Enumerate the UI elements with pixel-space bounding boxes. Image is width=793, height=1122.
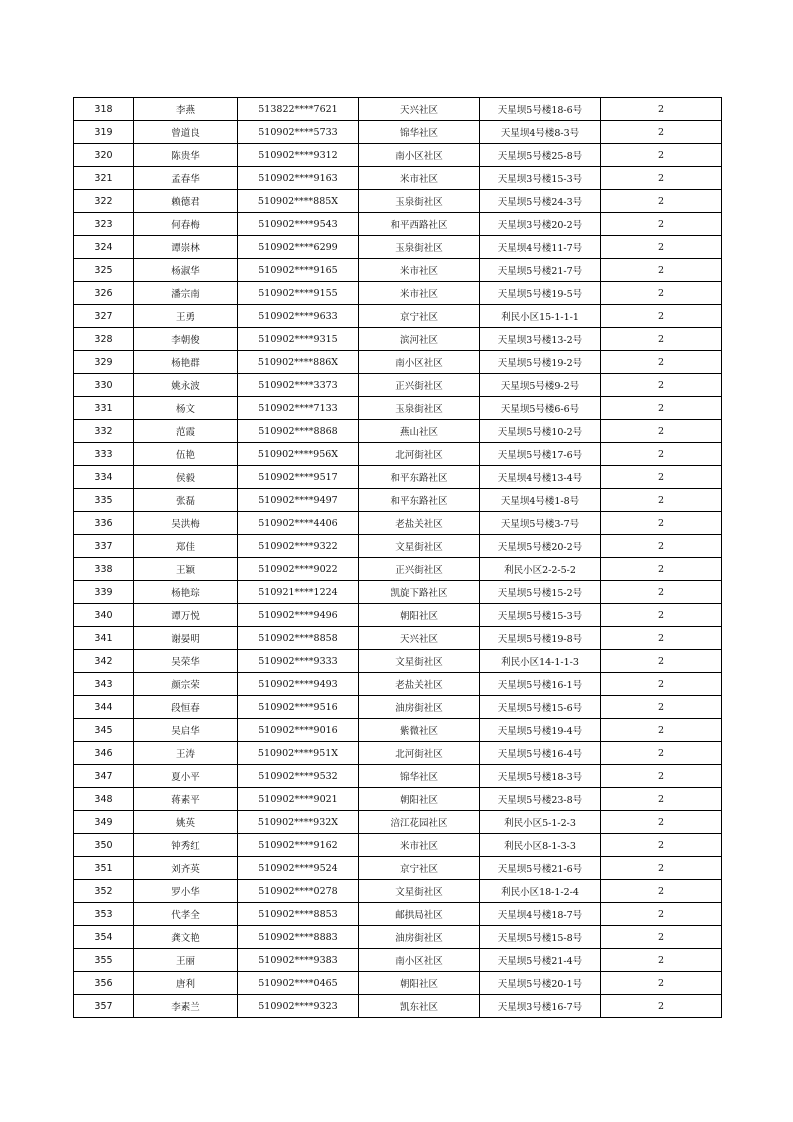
address-cell: 天星坝3号楼16-7号 (480, 995, 601, 1018)
id-number-cell: 510902****932X (238, 811, 359, 834)
id-number-cell: 510902****886X (238, 351, 359, 374)
count-cell: 2 (601, 489, 722, 512)
name-cell: 曾道良 (134, 121, 238, 144)
count-cell: 2 (601, 351, 722, 374)
row-number: 318 (74, 98, 134, 121)
id-number-cell: 510902****8883 (238, 926, 359, 949)
table-row (74, 857, 722, 880)
row-number: 336 (74, 512, 134, 535)
community-cell: 玉泉街社区 (359, 236, 480, 259)
community-cell: 凯东社区 (359, 995, 480, 1018)
count-cell: 2 (601, 880, 722, 903)
name-cell: 刘齐英 (134, 857, 238, 880)
row-number: 349 (74, 811, 134, 834)
id-number-cell: 510902****9155 (238, 282, 359, 305)
table-row (74, 512, 722, 535)
community-cell: 文星街社区 (359, 880, 480, 903)
address-cell: 天星坝5号楼21-7号 (480, 259, 601, 282)
count-cell: 2 (601, 742, 722, 765)
community-cell: 和平东路社区 (359, 466, 480, 489)
address-cell: 天星坝4号楼8-3号 (480, 121, 601, 144)
table-row (74, 604, 722, 627)
records-table (73, 97, 722, 1018)
community-cell: 邮拱局社区 (359, 903, 480, 926)
row-number: 325 (74, 259, 134, 282)
count-cell: 2 (601, 650, 722, 673)
name-cell: 吴启华 (134, 719, 238, 742)
address-cell: 天星坝5号楼23-8号 (480, 788, 601, 811)
community-cell: 油房街社区 (359, 926, 480, 949)
count-cell: 2 (601, 604, 722, 627)
address-cell: 天星坝5号楼6-6号 (480, 397, 601, 420)
id-number-cell: 510902****9524 (238, 857, 359, 880)
count-cell: 2 (601, 581, 722, 604)
id-number-cell: 510902****8853 (238, 903, 359, 926)
community-cell: 米市社区 (359, 259, 480, 282)
table-row (74, 374, 722, 397)
community-cell: 北河街社区 (359, 742, 480, 765)
id-number-cell: 510902****7133 (238, 397, 359, 420)
row-number: 350 (74, 834, 134, 857)
table-row (74, 213, 722, 236)
address-cell: 天星坝5号楼24-3号 (480, 190, 601, 213)
row-number: 319 (74, 121, 134, 144)
table-row (74, 673, 722, 696)
table-row (74, 972, 722, 995)
id-number-cell: 510902****9516 (238, 696, 359, 719)
address-cell: 天星坝5号楼3-7号 (480, 512, 601, 535)
row-number: 348 (74, 788, 134, 811)
id-number-cell: 510902****9532 (238, 765, 359, 788)
row-number: 354 (74, 926, 134, 949)
community-cell: 和平东路社区 (359, 489, 480, 512)
community-cell: 正兴街社区 (359, 558, 480, 581)
id-number-cell: 510902****9016 (238, 719, 359, 742)
community-cell: 老盐关社区 (359, 512, 480, 535)
name-cell: 王涛 (134, 742, 238, 765)
row-number: 337 (74, 535, 134, 558)
address-cell: 利民小区15-1-1-1 (480, 305, 601, 328)
address-cell: 天星坝5号楼16-4号 (480, 742, 601, 765)
id-number-cell: 510902****9165 (238, 259, 359, 282)
id-number-cell: 510902****9383 (238, 949, 359, 972)
address-cell: 天星坝3号楼20-2号 (480, 213, 601, 236)
count-cell: 2 (601, 834, 722, 857)
community-cell: 朝阳社区 (359, 604, 480, 627)
table-row (74, 811, 722, 834)
table-row (74, 535, 722, 558)
name-cell: 赖德君 (134, 190, 238, 213)
id-number-cell: 510902****9333 (238, 650, 359, 673)
row-number: 320 (74, 144, 134, 167)
row-number: 344 (74, 696, 134, 719)
address-cell: 利民小区5-1-2-3 (480, 811, 601, 834)
community-cell: 玉泉街社区 (359, 397, 480, 420)
address-cell: 天星坝3号楼13-2号 (480, 328, 601, 351)
name-cell: 代孝全 (134, 903, 238, 926)
community-cell: 正兴街社区 (359, 374, 480, 397)
name-cell: 蒋素平 (134, 788, 238, 811)
address-cell: 天星坝5号楼21-6号 (480, 857, 601, 880)
count-cell: 2 (601, 811, 722, 834)
address-cell: 天星坝5号楼16-1号 (480, 673, 601, 696)
row-number: 342 (74, 650, 134, 673)
row-number: 346 (74, 742, 134, 765)
row-number: 355 (74, 949, 134, 972)
address-cell: 天星坝4号楼11-7号 (480, 236, 601, 259)
name-cell: 王颖 (134, 558, 238, 581)
table-row (74, 581, 722, 604)
address-cell: 天星坝5号楼19-2号 (480, 351, 601, 374)
table-row (74, 696, 722, 719)
id-number-cell: 510902****9496 (238, 604, 359, 627)
address-cell: 天星坝4号楼1-8号 (480, 489, 601, 512)
table-row (74, 167, 722, 190)
count-cell: 2 (601, 213, 722, 236)
table-row (74, 98, 722, 121)
row-number: 345 (74, 719, 134, 742)
count-cell: 2 (601, 995, 722, 1018)
row-number: 334 (74, 466, 134, 489)
count-cell: 2 (601, 374, 722, 397)
id-number-cell: 510902****9021 (238, 788, 359, 811)
table-row (74, 397, 722, 420)
table-row (74, 765, 722, 788)
count-cell: 2 (601, 98, 722, 121)
count-cell: 2 (601, 466, 722, 489)
community-cell: 京宁社区 (359, 305, 480, 328)
count-cell: 2 (601, 259, 722, 282)
id-number-cell: 510902****9022 (238, 558, 359, 581)
id-number-cell: 510902****951X (238, 742, 359, 765)
address-cell: 天星坝5号楼15-8号 (480, 926, 601, 949)
row-number: 331 (74, 397, 134, 420)
count-cell: 2 (601, 535, 722, 558)
count-cell: 2 (601, 443, 722, 466)
count-cell: 2 (601, 144, 722, 167)
id-number-cell: 510921****1224 (238, 581, 359, 604)
community-cell: 南小区社区 (359, 351, 480, 374)
row-number: 329 (74, 351, 134, 374)
count-cell: 2 (601, 719, 722, 742)
community-cell: 锦华社区 (359, 121, 480, 144)
count-cell: 2 (601, 121, 722, 144)
table-row (74, 236, 722, 259)
table-row (74, 558, 722, 581)
table-row (74, 351, 722, 374)
name-cell: 侯毅 (134, 466, 238, 489)
address-cell: 天星坝4号楼18-7号 (480, 903, 601, 926)
address-cell: 天星坝5号楼18-6号 (480, 98, 601, 121)
name-cell: 杨艳琮 (134, 581, 238, 604)
table-row (74, 788, 722, 811)
name-cell: 罗小华 (134, 880, 238, 903)
address-cell: 利民小区18-1-2-4 (480, 880, 601, 903)
id-number-cell: 510902****885X (238, 190, 359, 213)
address-cell: 天星坝5号楼15-2号 (480, 581, 601, 604)
row-number: 321 (74, 167, 134, 190)
id-number-cell: 510902****9517 (238, 466, 359, 489)
community-cell: 燕山社区 (359, 420, 480, 443)
name-cell: 李朝俊 (134, 328, 238, 351)
address-cell: 天星坝5号楼9-2号 (480, 374, 601, 397)
address-cell: 天星坝5号楼19-4号 (480, 719, 601, 742)
row-number: 351 (74, 857, 134, 880)
community-cell: 紫微社区 (359, 719, 480, 742)
name-cell: 吴洪梅 (134, 512, 238, 535)
id-number-cell: 510902****8868 (238, 420, 359, 443)
address-cell: 利民小区14-1-1-3 (480, 650, 601, 673)
count-cell: 2 (601, 397, 722, 420)
count-cell: 2 (601, 305, 722, 328)
community-cell: 老盐关社区 (359, 673, 480, 696)
name-cell: 夏小平 (134, 765, 238, 788)
name-cell: 钟秀红 (134, 834, 238, 857)
count-cell: 2 (601, 512, 722, 535)
row-number: 353 (74, 903, 134, 926)
name-cell: 唐利 (134, 972, 238, 995)
table-row (74, 144, 722, 167)
address-cell: 利民小区2-2-5-2 (480, 558, 601, 581)
id-number-cell: 510902****8858 (238, 627, 359, 650)
community-cell: 南小区社区 (359, 144, 480, 167)
table-row (74, 742, 722, 765)
row-number: 343 (74, 673, 134, 696)
id-number-cell: 510902****9315 (238, 328, 359, 351)
address-cell: 天星坝5号楼25-8号 (480, 144, 601, 167)
count-cell: 2 (601, 765, 722, 788)
id-number-cell: 510902****9493 (238, 673, 359, 696)
name-cell: 李素兰 (134, 995, 238, 1018)
table-body (74, 98, 722, 1018)
row-number: 356 (74, 972, 134, 995)
name-cell: 李燕 (134, 98, 238, 121)
name-cell: 谢晏明 (134, 627, 238, 650)
count-cell: 2 (601, 328, 722, 351)
table-row (74, 420, 722, 443)
row-number: 328 (74, 328, 134, 351)
row-number: 340 (74, 604, 134, 627)
row-number: 324 (74, 236, 134, 259)
community-cell: 涪江花园社区 (359, 811, 480, 834)
name-cell: 潘宗南 (134, 282, 238, 305)
count-cell: 2 (601, 627, 722, 650)
table-row (74, 443, 722, 466)
community-cell: 朝阳社区 (359, 788, 480, 811)
id-number-cell: 510902****6299 (238, 236, 359, 259)
table-row (74, 995, 722, 1018)
community-cell: 天兴社区 (359, 627, 480, 650)
id-number-cell: 510902****0278 (238, 880, 359, 903)
count-cell: 2 (601, 972, 722, 995)
id-number-cell: 510902****9633 (238, 305, 359, 328)
row-number: 326 (74, 282, 134, 305)
row-number: 322 (74, 190, 134, 213)
id-number-cell: 510902****4406 (238, 512, 359, 535)
table-row (74, 259, 722, 282)
table-row (74, 489, 722, 512)
address-cell: 天星坝5号楼20-1号 (480, 972, 601, 995)
count-cell: 2 (601, 558, 722, 581)
name-cell: 陈贵华 (134, 144, 238, 167)
id-number-cell: 510902****9163 (238, 167, 359, 190)
table-row (74, 328, 722, 351)
id-number-cell: 513822****7621 (238, 98, 359, 121)
address-cell: 天星坝5号楼10-2号 (480, 420, 601, 443)
table-row (74, 903, 722, 926)
count-cell: 2 (601, 420, 722, 443)
community-cell: 米市社区 (359, 167, 480, 190)
count-cell: 2 (601, 926, 722, 949)
community-cell: 天兴社区 (359, 98, 480, 121)
name-cell: 吴荣华 (134, 650, 238, 673)
community-cell: 和平西路社区 (359, 213, 480, 236)
community-cell: 朝阳社区 (359, 972, 480, 995)
name-cell: 何春梅 (134, 213, 238, 236)
name-cell: 王勇 (134, 305, 238, 328)
address-cell: 天星坝5号楼17-6号 (480, 443, 601, 466)
name-cell: 谭万悦 (134, 604, 238, 627)
count-cell: 2 (601, 857, 722, 880)
community-cell: 锦华社区 (359, 765, 480, 788)
name-cell: 龚文艳 (134, 926, 238, 949)
community-cell: 米市社区 (359, 282, 480, 305)
id-number-cell: 510902****9312 (238, 144, 359, 167)
table-row (74, 834, 722, 857)
id-number-cell: 510902****9543 (238, 213, 359, 236)
row-number: 341 (74, 627, 134, 650)
row-number: 339 (74, 581, 134, 604)
name-cell: 郑佳 (134, 535, 238, 558)
id-number-cell: 510902****3373 (238, 374, 359, 397)
community-cell: 文星街社区 (359, 535, 480, 558)
table-row (74, 466, 722, 489)
row-number: 327 (74, 305, 134, 328)
row-number: 338 (74, 558, 134, 581)
name-cell: 杨艳群 (134, 351, 238, 374)
table-row (74, 926, 722, 949)
community-cell: 油房街社区 (359, 696, 480, 719)
community-cell: 米市社区 (359, 834, 480, 857)
count-cell: 2 (601, 788, 722, 811)
table-row (74, 627, 722, 650)
id-number-cell: 510902****9497 (238, 489, 359, 512)
row-number: 357 (74, 995, 134, 1018)
name-cell: 姚永波 (134, 374, 238, 397)
name-cell: 张磊 (134, 489, 238, 512)
row-number: 335 (74, 489, 134, 512)
row-number: 330 (74, 374, 134, 397)
community-cell: 文星街社区 (359, 650, 480, 673)
table-row (74, 121, 722, 144)
id-number-cell: 510902****0465 (238, 972, 359, 995)
address-cell: 天星坝5号楼19-5号 (480, 282, 601, 305)
address-cell: 天星坝5号楼21-4号 (480, 949, 601, 972)
name-cell: 杨淑华 (134, 259, 238, 282)
table-row (74, 880, 722, 903)
count-cell: 2 (601, 673, 722, 696)
count-cell: 2 (601, 167, 722, 190)
table-row (74, 719, 722, 742)
address-cell: 天星坝3号楼15-3号 (480, 167, 601, 190)
name-cell: 姚英 (134, 811, 238, 834)
community-cell: 凯旋下路社区 (359, 581, 480, 604)
count-cell: 2 (601, 190, 722, 213)
id-number-cell: 510902****9162 (238, 834, 359, 857)
row-number: 347 (74, 765, 134, 788)
address-cell: 天星坝5号楼19-8号 (480, 627, 601, 650)
name-cell: 孟春华 (134, 167, 238, 190)
name-cell: 颜宗荣 (134, 673, 238, 696)
row-number: 332 (74, 420, 134, 443)
row-number: 352 (74, 880, 134, 903)
table-row (74, 190, 722, 213)
id-number-cell: 510902****9322 (238, 535, 359, 558)
name-cell: 伍艳 (134, 443, 238, 466)
name-cell: 段恒春 (134, 696, 238, 719)
address-cell: 天星坝5号楼15-6号 (480, 696, 601, 719)
id-number-cell: 510902****956X (238, 443, 359, 466)
id-number-cell: 510902****9323 (238, 995, 359, 1018)
count-cell: 2 (601, 282, 722, 305)
address-cell: 天星坝5号楼15-3号 (480, 604, 601, 627)
community-cell: 玉泉街社区 (359, 190, 480, 213)
count-cell: 2 (601, 949, 722, 972)
count-cell: 2 (601, 236, 722, 259)
address-cell: 天星坝5号楼20-2号 (480, 535, 601, 558)
name-cell: 杨文 (134, 397, 238, 420)
address-cell: 利民小区8-1-3-3 (480, 834, 601, 857)
row-number: 333 (74, 443, 134, 466)
community-cell: 南小区社区 (359, 949, 480, 972)
count-cell: 2 (601, 903, 722, 926)
name-cell: 王丽 (134, 949, 238, 972)
community-cell: 京宁社区 (359, 857, 480, 880)
address-cell: 天星坝4号楼13-4号 (480, 466, 601, 489)
community-cell: 滨河社区 (359, 328, 480, 351)
table-row (74, 650, 722, 673)
community-cell: 北河街社区 (359, 443, 480, 466)
table-row (74, 949, 722, 972)
name-cell: 谭崇林 (134, 236, 238, 259)
row-number: 323 (74, 213, 134, 236)
table-row (74, 282, 722, 305)
id-number-cell: 510902****5733 (238, 121, 359, 144)
count-cell: 2 (601, 696, 722, 719)
table-row (74, 305, 722, 328)
address-cell: 天星坝5号楼18-3号 (480, 765, 601, 788)
name-cell: 范霞 (134, 420, 238, 443)
